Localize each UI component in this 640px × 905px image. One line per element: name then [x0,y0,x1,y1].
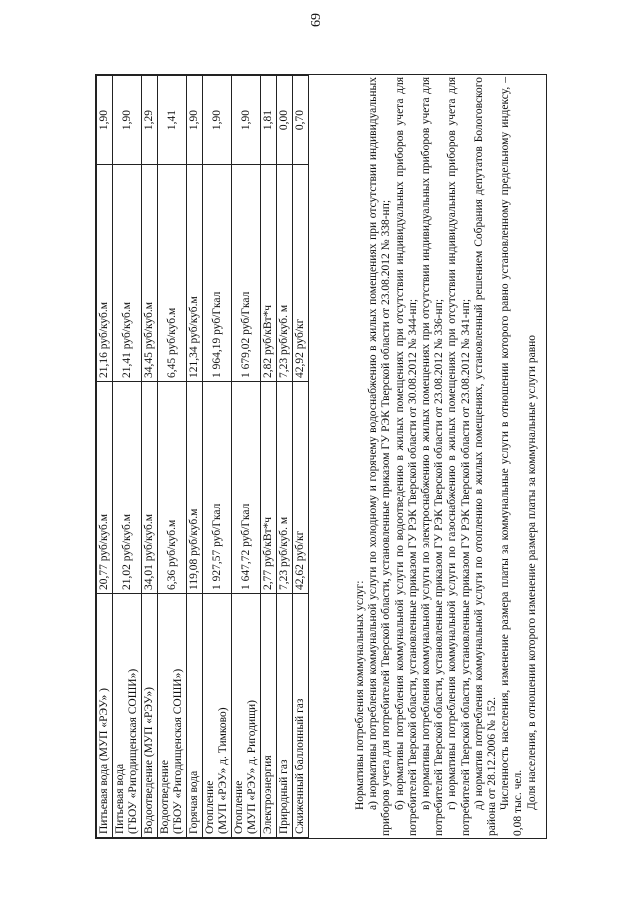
table-row [158,76,187,838]
tariff-first-half-cell: 7,23 руб/куб. м [277,382,293,594]
text-paragraph: д) норматив потребления коммунальной услуги по отоплению в жилых помещениях, установленный решением Собрания депутатов Бологовского района от 28.12.2006 № 152. [472,77,499,836]
change-index-cell: 1,90 [97,76,113,165]
text-paragraph: в) нормативы потребления коммунальной услуги по электроснабжению в жилых помещениях при отсутствии индивидуальных приборов учета для потребителей Тверской области, установленные приказом ГУ РЭК Тверской области от 23.08.2012 № 336-нп; [420,77,446,836]
text-paragraph: а) нормативы потребления коммунальной услуги по холодному и горячему водоснабжению в жилых помещениях при отсутствии индивидуальных приборов учета для потребителей Тверской области, установленные приказом ГУ РЭК Тверской области от 23.08.2012 № 338-нп; [367,77,393,836]
table-row [277,76,293,838]
change-index-cell: 1,29 [142,76,158,165]
table-row [261,76,277,838]
change-index-cell: 1,90 [232,76,261,165]
change-index-cell: 1,41 [158,76,187,165]
norms-text [354,75,539,838]
tariff-second-half-cell: 42,92 руб/кг [293,165,309,382]
page-number: 69 [309,13,324,27]
tariff-first-half-cell: 119,08 руб/куб.м [187,382,203,594]
text-paragraph: г) нормативы потребления коммунальной услуги по газоснабжению в жилых помещениях при отсутствии индивидуальных приборов учета для потребителей Тверской области, установленные приказом ГУ РЭК Тверской области от 23.08.2012 № 341-нп; [446,77,472,836]
tariff-first-half-cell: 21,02 руб/куб.м [113,382,142,594]
tariff-table [96,75,309,838]
table-row [232,76,261,838]
document-body [95,74,547,839]
change-index-cell: 0,70 [293,76,309,165]
tariff-second-half-cell: 2,82 руб/кВт*ч [261,165,277,382]
page-frame [85,13,555,845]
tariff-second-half-cell: 121,34 руб/куб.м [187,165,203,382]
tariff-second-half-cell: 6,45 руб/куб.м [158,165,187,382]
tariff-second-half-cell: 1 679,02 руб/Гкал [232,165,261,382]
service-name-cell: Природный газ [277,594,293,838]
change-index-cell: 1,81 [261,76,277,165]
service-name-cell: Питьевая вода (МУП «РЭУ» ) [97,594,113,838]
tariff-first-half-cell: 34,01 руб/куб.м [142,382,158,594]
service-name-cell: Электроэнергия [261,594,277,838]
change-index-cell: 1,90 [187,76,203,165]
table-row [113,76,142,838]
service-name-cell: Горячая вода [187,594,203,838]
text-paragraph: б) нормативы потребления коммунальной услуги по водоотведению в жилых помещениях при отсутствии индивидуальных приборов учета для потребителей Тверской области, установленные приказом ГУ РЭК Тверской области от 30.08.2012 № 344-нп; [393,77,419,836]
service-name-cell: Водоотведение (ГБОУ «Ригодищенская СОШИ») [158,594,187,838]
tariff-second-half-cell: 21,41 руб/куб.м [113,165,142,382]
table-row [142,76,158,838]
tariff-first-half-cell: 2,77 руб/кВт*ч [261,382,277,594]
change-index-cell: 1,90 [203,76,232,165]
text-paragraph: Доля населения, в отношении которого изменение размера платы за коммунальные услуги равно [525,334,538,810]
tariff-first-half-cell: 6,36 руб/куб.м [158,382,187,594]
rotated-page [85,13,555,845]
table-row [293,76,309,838]
text-paragraph: Численность населения, изменение размера платы за коммунальные услуги в отношении которого равно установленному предельному индексу, – 0,08 тыс. чел. [499,77,525,836]
tariff-second-half-cell: 34,45 руб/куб.м [142,165,158,382]
change-index-cell: 1,90 [113,76,142,165]
tariff-first-half-cell: 1 647,72 руб/Гкал [232,382,261,594]
table-row [187,76,203,838]
tariff-first-half-cell: 1 927,57 руб/Гкал [203,382,232,594]
service-name-cell: Питьевая вода (ГБОУ «Ригодищенская СОШИ») [113,594,142,838]
tariff-first-half-cell: 42,62 руб/кг [293,382,309,594]
tariff-second-half-cell: 1 964,19 руб/Гкал [203,165,232,382]
change-index-cell: 0,00 [277,76,293,165]
table-row [97,76,113,838]
tariff-second-half-cell: 21,16 руб/куб.м [97,165,113,382]
tariff-second-half-cell: 7,23 руб/куб. м [277,165,293,382]
service-name-cell: Сжиженный баллонный газ [293,594,309,838]
service-name-cell: Отопление (МУП «РЭУ» д. Тимково) [203,594,232,838]
tariff-first-half-cell: 20,77 руб/куб.м [97,382,113,594]
service-name-cell: Отопление (МУП «РЭУ» д. Ригодищи) [232,594,261,838]
text-paragraph: Нормативы потребления коммунальных услуг: [354,580,366,810]
service-name-cell: Водоотведение (МУП «РЭУ») [142,594,158,838]
table-row [203,76,232,838]
